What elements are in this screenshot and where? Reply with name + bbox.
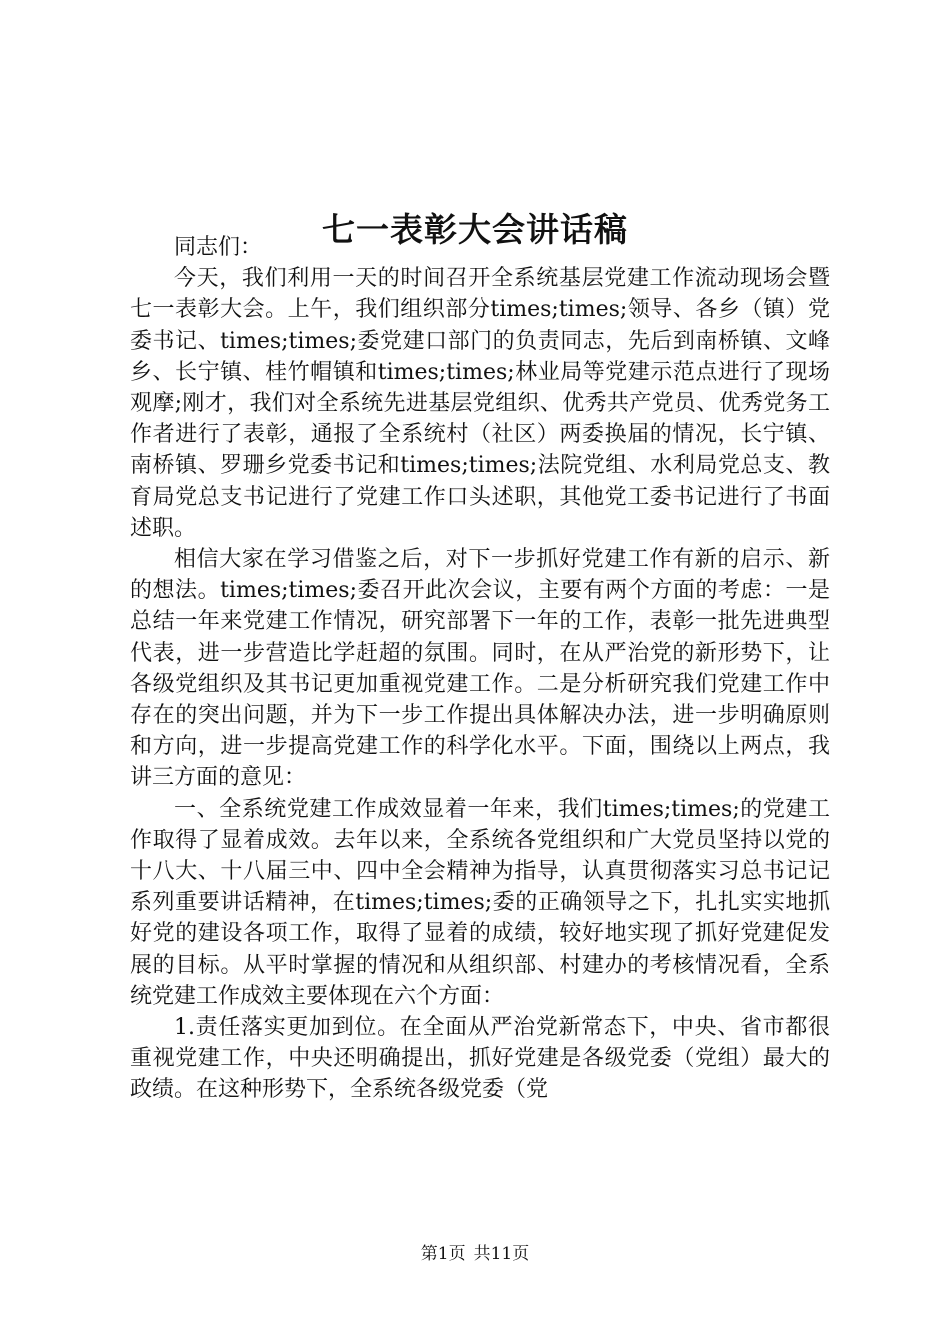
page-number: 第1页 (420, 1244, 466, 1264)
document-body (130, 232, 830, 1106)
body-paragraph: 相信大家在学习借鉴之后，对下一步抓好党建工作有新的启示、新的想法。times;times;委召开此次会议，主要有两个方面的考虑：一是总结一年来党建工作情况，研究部署下一年的工作，表彰一批先进典型代表，进一步营造比学赶超的氛围。同时，在从严治党的新形势下，让各级党组织及其书记更加重视党建工作。二是分析研究我们党建工作中存在的突出问题，并为下一步工作提出具体解决办法，进一步明确原则和方向，进一步提高党建工作的科学化水平。下面，围绕以上两点，我讲三方面的意见： (130, 547, 830, 791)
page-total: 共11页 (473, 1244, 530, 1264)
document-title: 七一表彰大会讲话稿 (322, 210, 628, 250)
salutation-paragraph: 同志们： (174, 235, 263, 260)
page-footer (0, 1242, 950, 1266)
body-paragraph: 1.责任落实更加到位。在全面从严治党新常态下，中央、省市都很重视党建工作，中央还明确提出，抓好党建是各级党委（党组）最大的政绩。在这种形势下，全系统各级党委（党 (130, 1015, 830, 1103)
body-paragraph: 一、全系统党建工作成效显着一年来，我们times;times;的党建工作取得了显着成效。去年以来，全系统各党组织和广大党员坚持以党的十八大、十八届三中、四中全会精神为指导，认真贯彻落实习总书记记系列重要讲话精神，在times;times;委的正确领导之下，扎扎实实地抓好党的建设各项工作，取得了显着的成绩，较好地实现了抓好党建促发展的目标。从平时掌握的情况和从组织部、村建办的考核情况看，全系统党建工作成效主要体现在六个方面： (130, 796, 830, 1009)
body-paragraph: 今天，我们利用一天的时间召开全系统基层党建工作流动现场会暨七一表彰大会。上午，我们组织部分times;times;领导、各乡（镇）党委书记、times;times;委党建口部门的负责同志，先后到南桥镇、文峰乡、长宁镇、桂竹帽镇和times;times;林业局等党建示范点进行了现场观摩;刚才，我们对全系统先进基层党组织、优秀共产党员、优秀党务工作者进行了表彰，通报了全系统村（社区）两委换届的情况，长宁镇、南桥镇、罗珊乡党委书记和times;times;法院党组、水利局党总支、教育局党总支书记进行了党建工作口头述职，其他党工委书记进行了书面述职。 (130, 266, 830, 541)
